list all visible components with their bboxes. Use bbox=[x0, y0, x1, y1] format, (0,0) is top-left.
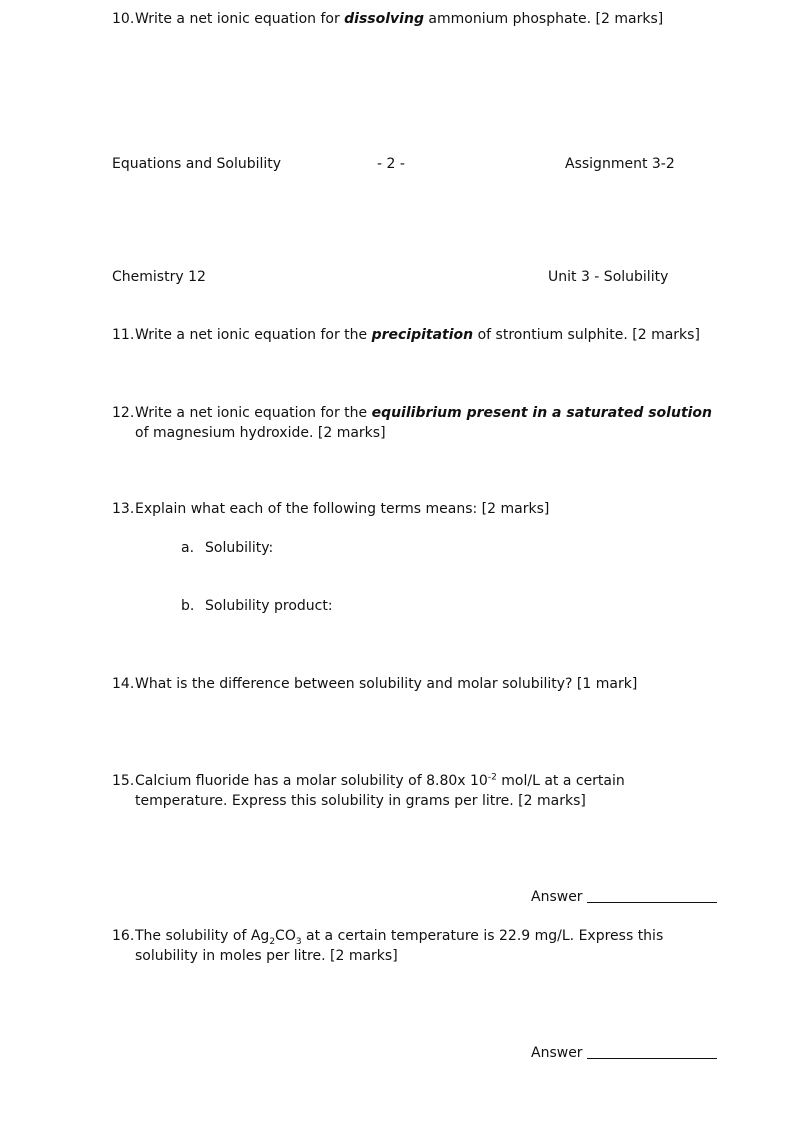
question-15-line-2: temperature. Express this solubility in grams per litre. [2 marks] bbox=[135, 793, 586, 809]
subscript: 3 bbox=[295, 936, 302, 947]
question-text-end: of strontium sulphite. [2 marks] bbox=[473, 327, 700, 343]
question-15 bbox=[112, 771, 625, 791]
question-text: Write a net ionic equation for the bbox=[135, 327, 372, 343]
question-text: Explain what each of the following terms means: [2 marks] bbox=[135, 501, 550, 517]
question-text-end: ammonium phosphate. [2 marks] bbox=[423, 11, 664, 27]
question-number: 11. bbox=[112, 327, 135, 343]
question-number: 15. bbox=[112, 773, 135, 789]
formula-part: CO bbox=[275, 928, 296, 944]
emphasis-text: precipitation bbox=[371, 327, 474, 343]
question-10 bbox=[112, 9, 663, 29]
question-text: Write a net ionic equation for bbox=[135, 11, 345, 27]
question-16-line-2: solubility in moles per litre. [2 marks] bbox=[135, 948, 398, 964]
question-13 bbox=[112, 499, 549, 519]
question-12 bbox=[112, 403, 712, 423]
sub-item-a bbox=[181, 538, 273, 558]
footer-right: Assignment 3-2 bbox=[565, 156, 675, 172]
sub-item-letter: b. bbox=[181, 598, 195, 614]
answer-label: Answer bbox=[531, 889, 583, 905]
footer-left: Equations and Solubility bbox=[112, 156, 282, 172]
question-text-end: mol/L at a certain bbox=[496, 773, 625, 789]
header-right: Unit 3 - Solubility bbox=[548, 269, 669, 285]
question-16 bbox=[112, 926, 663, 946]
question-11 bbox=[112, 325, 700, 345]
answer-label: Answer bbox=[531, 1045, 583, 1061]
question-number: 16. bbox=[112, 928, 135, 944]
question-text-end: at a certain temperature is 22.9 mg/L. Express this bbox=[301, 928, 664, 944]
sub-item-letter: a. bbox=[181, 540, 195, 556]
superscript: -2 bbox=[487, 772, 497, 783]
answer-16 bbox=[531, 1043, 717, 1063]
emphasis-text: dissolving bbox=[344, 11, 424, 27]
question-text: What is the difference between solubility and molar solubility? [1 mark] bbox=[135, 676, 638, 692]
question-text: Write a net ionic equation for the bbox=[135, 405, 372, 421]
question-number: 14. bbox=[112, 676, 135, 692]
question-number: 12. bbox=[112, 405, 135, 421]
answer-blank[interactable] bbox=[587, 1058, 717, 1059]
answer-blank[interactable] bbox=[587, 902, 717, 903]
sub-item-b bbox=[181, 596, 333, 616]
page-number: - 2 - bbox=[377, 156, 405, 172]
answer-15 bbox=[531, 887, 717, 907]
question-text: Calcium fluoride has a molar solubility of 8.80x 10 bbox=[135, 773, 488, 789]
question-12-line-2: of magnesium hydroxide. [2 marks] bbox=[135, 425, 386, 441]
emphasis-text: equilibrium present in a saturated solution bbox=[371, 405, 713, 421]
header-left: Chemistry 12 bbox=[112, 269, 206, 285]
question-text: The solubility of Ag bbox=[135, 928, 270, 944]
question-number: 13. bbox=[112, 501, 135, 517]
sub-item-text: Solubility: bbox=[205, 540, 274, 556]
question-14 bbox=[112, 674, 637, 694]
sub-item-text: Solubility product: bbox=[205, 598, 333, 614]
subscript: 2 bbox=[269, 936, 276, 947]
question-number: 10. bbox=[112, 11, 135, 27]
